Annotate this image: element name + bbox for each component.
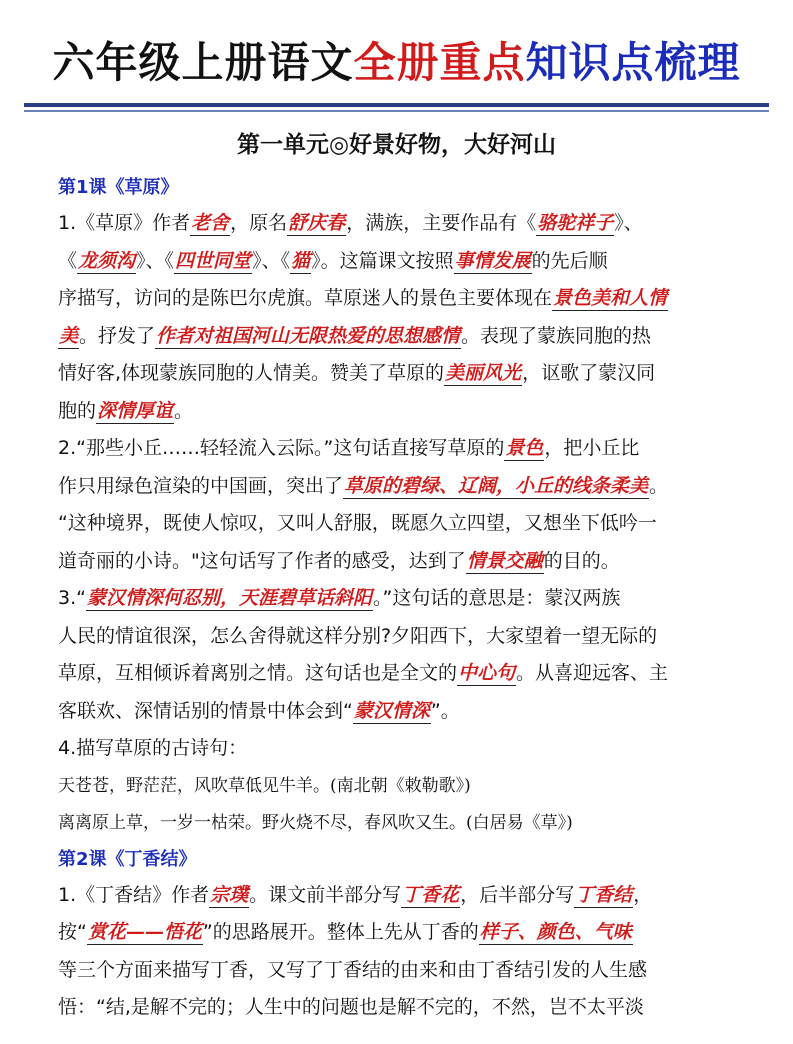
highlight-answer: 舒庆春 [288,212,346,234]
highlight-answer: 作者对祖国河山无限热爱的思想感情 [156,324,461,347]
text: 作只用绿色渲染的中国画，突出了 [58,474,344,497]
text: 道奇丽的小诗。"这句话写了作者的感受，达到了 [58,549,466,572]
title-divider-thick [24,103,769,107]
highlight-answer: 龙须沟 [78,249,136,272]
highlight-answer: 四世同堂 [175,249,252,272]
highlight-answer: 老舍 [191,212,230,234]
page-title [0,38,793,88]
paragraph-line [58,430,748,468]
title-divider-thin [24,110,769,112]
paragraph-line [58,243,748,281]
text: 1.《草原》作者 [58,212,191,234]
text: ，把小丘比 [544,437,640,459]
paragraph-line [58,580,748,618]
highlight-answer: 猫 [291,249,311,272]
paragraph-line [58,280,748,318]
text: ”的思路展开。整体上先从丁香的 [202,921,479,943]
highlight-answer: 赏花——悟花 [87,921,202,943]
text: 胞的 [58,399,97,422]
text: ，后半部分写 [460,883,575,906]
text: ， [633,883,653,906]
highlight-answer: 美丽风光 [445,362,522,384]
highlight-answer: 中心句 [458,662,516,684]
paragraph-line [58,655,748,693]
text: 序描写，访问的是陈巴尔虎旗。草原迷人的景色主要体现在 [58,287,553,309]
title-part-1: 六年级上册语文 [52,38,354,87]
text: 客联欢、深情话别的情景中体会到“ [58,699,353,722]
paragraph-line [58,355,748,393]
text: 的先后顺 [531,249,608,272]
paragraph-line [58,730,748,768]
poem-line: 天苍苍，野茫茫，风吹草低见牛羊。(南北朝《敕勒歌》) [58,775,471,796]
text: 》、《 [136,249,175,272]
text: 。表现了蒙族同胞的热 [461,324,652,347]
highlight-answer: 蒙汉情深 [353,699,430,722]
text: 3.“ [58,587,86,609]
unit-title: 第一单元◎好景好物，大好河山 [236,131,557,158]
text: 情好客,体现蒙族同胞的人情美。赞美了草原的 [58,362,445,384]
lesson-heading: 第2课《丁香结》 [58,848,197,870]
text: 《 [58,249,78,272]
text: 。抒发了 [79,324,156,347]
highlight-answer: 样子、颜色、气味 [479,921,632,943]
highlight-answer: 情景交融 [466,549,543,572]
title-part-3: 知识点梳理 [525,38,741,87]
paragraph-line [58,914,748,952]
text: ”。 [430,699,460,722]
poem-line: 离离原上草，一岁一枯荣。野火烧不尽，春风吹又生。(白居易《草》) [58,813,573,833]
highlight-answer: 事情发展 [454,249,531,272]
text: 等三个方面来描写丁香，又写了丁香结的由来和由丁香结引发的人生感 [58,958,648,981]
text: 的目的。 [543,549,620,572]
paragraph-line [58,393,748,431]
highlight-answer: 景色 [505,437,544,459]
text: 悟：“结,是解不完的；人生中的问题也是解不完的，不然，岂不太平淡 [58,996,644,1018]
lesson-heading: 第1课《草原》 [58,177,179,198]
document-body [58,171,748,1027]
text: 。从喜迎远客、主 [516,662,669,684]
highlight-answer: 景色美和人情 [553,287,668,309]
paragraph-line [58,318,748,356]
highlight-answer: 美 [59,324,79,347]
text: 》、 [614,212,643,234]
text: 2.“那些小丘……轻轻流入云际。”这句话直接写草原的 [58,437,505,459]
text: ，讴歌了蒙汉同 [522,362,656,384]
highlight-answer: 草原的碧绿、辽阔，小丘的线条柔美 [344,474,649,497]
paragraph-line [58,543,748,581]
highlight-answer: 深情厚谊 [97,399,174,422]
paragraph-line [58,989,748,1027]
text: 草原，互相倾诉着离别之情。这句话也是全文的 [58,662,458,684]
paragraph-line [58,693,748,731]
text: 1.《丁香结》作者 [58,883,210,906]
text: 4.描写草原的古诗句： [58,737,248,759]
text: ，原名 [230,212,288,234]
paragraph-line [58,468,748,506]
text: 。 [174,399,194,422]
paragraph-line [58,618,748,656]
text: 》。这篇课文按照 [311,249,454,272]
text: 。 [649,474,669,497]
text: 》、《 [252,249,291,272]
paragraph-line [58,205,748,243]
paragraph-line [58,505,748,543]
highlight-answer: 丁香结 [575,883,633,906]
title-part-2: 全册重点 [353,38,526,87]
paragraph-line [58,877,748,915]
text: 按“ [58,921,87,943]
text: 。课文前半部分写 [249,883,402,906]
highlight-answer: 蒙汉情深何忍别，天涯碧草话斜阳 [86,587,372,609]
text: ，满族，主要作品有《 [346,212,537,234]
text: 。”这句话的意思是：蒙汉两族 [373,587,621,609]
highlight-answer: 骆驼祥子 [537,212,614,234]
text: “这种境界，既使人惊叹，又叫人舒服，既愿久立四望，又想坐下低吟一 [58,512,657,534]
highlight-answer: 宗璞 [210,883,249,906]
highlight-answer: 丁香花 [402,883,460,906]
bottom-fade [0,1026,793,1044]
paragraph-line [58,952,748,990]
text: 人民的情谊很深，怎么舍得就这样分别?夕阳西下，大家望着一望无际的 [58,624,658,647]
